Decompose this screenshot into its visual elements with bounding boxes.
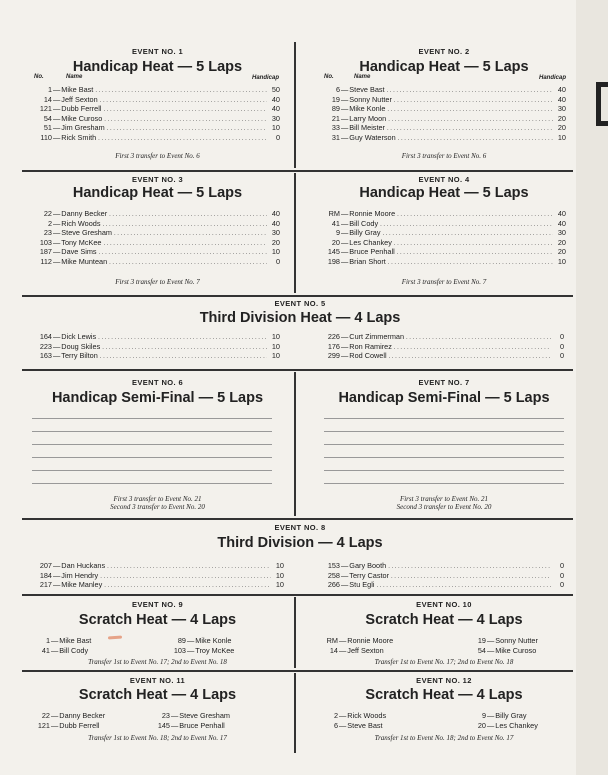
rider-name: Bill Cody: [59, 645, 89, 655]
rider-name: Dave Sims: [61, 247, 97, 256]
rider-row: 1 — Mike Bast ..... 50: [30, 85, 280, 95]
entry-line: [324, 431, 564, 432]
rider-number: 23: [43, 228, 52, 237]
rider-row: 41 — Bill Cody ..... 40: [318, 219, 566, 229]
rider-row: 2 — Rich Woods ..... 40: [30, 219, 280, 229]
rider-row: 163 — Terry Bilton ..... 10: [30, 351, 280, 361]
rider-number: 89: [331, 104, 340, 113]
rider-handicap: 40: [557, 85, 566, 94]
event-title: Scratch Heat — 4 Laps: [78, 612, 237, 628]
entry-line: [32, 470, 272, 471]
rider-number: 103: [39, 237, 52, 247]
event-4: [318, 172, 570, 294]
rider-name: Steve Bast: [347, 720, 383, 730]
rider-row: 19 — Sonny Nutter ..... 40: [318, 95, 566, 105]
entry-line: [324, 444, 564, 445]
rider-number: 110: [40, 132, 52, 142]
rider-handicap: 10: [275, 580, 284, 589]
rider-row: 223 — Doug Skiles ..... 10: [30, 342, 280, 352]
event-title: Handicap Heat — 5 Laps: [72, 185, 243, 201]
rider-number: 51: [43, 123, 52, 132]
rider-row: 89 — Mike Konle ..... 30: [318, 104, 566, 114]
rider-handicap: 50: [271, 85, 280, 94]
rider-name: Rick Woods: [347, 711, 387, 720]
rider-number: 22: [41, 711, 50, 720]
rider-number: 164: [39, 332, 52, 341]
transfer-note: Second 3 transfer to Event No. 20: [110, 503, 205, 511]
rider-handicap: 0: [559, 570, 564, 580]
event-8: [30, 520, 570, 592]
rider-name: Gary Booth: [349, 561, 387, 570]
rider-name: Bruce Penhall: [349, 247, 395, 256]
rider-list: [318, 561, 564, 590]
rider-row: 266 — Stu Egli ..... 0: [318, 580, 564, 590]
entry-line: [32, 457, 272, 458]
rider-handicap: 30: [557, 104, 566, 113]
rider-name: Jeff Sexton: [61, 94, 98, 104]
rider-number: 103: [173, 645, 186, 655]
rider-name: Brian Short: [349, 256, 386, 266]
rider-handicap: 40: [271, 94, 280, 104]
transfer-note: First 3 transfer to Event No. 21: [113, 495, 202, 503]
rider-list: [30, 332, 280, 361]
rider-row: 187 — Dave Sims ..... 10: [30, 247, 280, 257]
rider-number: 266: [327, 580, 340, 589]
rider-handicap: 30: [271, 113, 280, 123]
col-header-handicap: Handicap: [538, 75, 566, 81]
rider-handicap: 40: [557, 209, 566, 218]
event-number: EVENT NO. 3: [131, 175, 184, 184]
rider-name: Steve Gresham: [61, 228, 112, 237]
rider-name: Jim Hendry: [61, 570, 99, 580]
rider-name: Jim Gresham: [61, 123, 105, 132]
event-title: Scratch Heat — 4 Laps: [365, 687, 523, 703]
entry-line: [32, 483, 272, 484]
col-header-no: No.: [34, 74, 44, 80]
rider-number: 19: [331, 94, 340, 104]
rider-number: 41: [331, 218, 340, 228]
rider-number: 226: [327, 332, 340, 341]
col-header-name: Name: [66, 74, 83, 80]
rider-name: Terry Castor: [349, 570, 390, 580]
rider-name: Rick Smith: [61, 132, 97, 142]
rider-number: 2: [333, 711, 338, 720]
rider-handicap: 10: [557, 256, 566, 266]
rider-number: 2: [47, 218, 52, 228]
rider-number: 176: [327, 341, 340, 351]
rider-row: 217 — Mike Manley ..... 10: [30, 580, 284, 590]
event-number: EVENT NO. 11: [129, 676, 186, 685]
event-number: EVENT NO. 5: [274, 299, 326, 308]
rider-entry: 54 — Mike Curoso: [466, 646, 538, 656]
event-5: [30, 297, 570, 367]
event-number: EVENT NO. 12: [416, 676, 472, 685]
rider-number: 145: [157, 720, 170, 730]
event-7: [318, 371, 570, 516]
rider-number: 33: [331, 123, 340, 132]
rider-name: Doug Skiles: [61, 341, 101, 351]
rider-number: 1: [47, 85, 52, 94]
rider-number: 198: [327, 256, 340, 266]
rider-entry: 145 — Bruce Penhall: [150, 721, 230, 731]
rider-row: 110 — Rick Smith ..... 0: [30, 133, 280, 143]
rider-row: 121 — Dubb Ferrell ..... 40: [30, 104, 280, 114]
rider-name: Dan Huckans: [61, 561, 106, 570]
rider-handicap: 10: [271, 351, 280, 360]
rider-list: [318, 332, 564, 361]
event-10: [318, 596, 570, 668]
rider-name: Mike Bast: [59, 636, 92, 645]
rider-handicap: 10: [275, 561, 284, 570]
rider-name: Tony McKee: [61, 237, 102, 247]
rider-name: Mike Konle: [195, 636, 232, 645]
rider-row: 9 — Billy Gray ..... 30: [318, 228, 566, 238]
rider-entry: 6 — Steve Bast: [318, 721, 386, 731]
col-header-name: Name: [354, 74, 371, 80]
rider-entry: 89 — Mike Konle: [166, 636, 234, 646]
rider-entry: 121 — Dubb Ferrell: [30, 721, 105, 731]
event-number: EVENT NO. 1: [131, 47, 184, 56]
rider-entry: 103 — Troy McKee: [166, 646, 234, 656]
transfer-note: First 3 transfer to Event No. 21: [399, 495, 489, 503]
event-12: [318, 672, 570, 752]
col-header-handicap: Handicap: [251, 75, 279, 81]
transfer-note: Transfer 1st to Event No. 17; 2nd to Event No. 18: [88, 658, 227, 666]
rider-name: Danny Becker: [61, 209, 108, 218]
event-1: [30, 44, 285, 168]
rider-number: 23: [161, 711, 170, 720]
rider-name: Rod Cowell: [349, 351, 387, 360]
rider-number: 217: [39, 580, 52, 589]
rider-row: 22 — Danny Becker ..... 40: [30, 209, 280, 219]
rider-row: 112 — Mike Muntean ..... 0: [30, 257, 280, 267]
rider-handicap: 30: [557, 228, 566, 237]
event-3: [30, 172, 285, 294]
column-divider: [294, 673, 296, 753]
rider-handicap: 30: [271, 228, 280, 237]
rider-row: 103 — Tony McKee ..... 20: [30, 238, 280, 248]
rider-number: 145: [327, 247, 340, 256]
rider-handicap: 10: [271, 247, 280, 256]
rider-name: Sonny Nutter: [495, 636, 538, 645]
rider-row: 14 — Jeff Sexton ..... 40: [30, 95, 280, 105]
rider-name: Dubb Ferrell: [61, 104, 102, 113]
rider-handicap: 20: [557, 247, 566, 256]
rider-handicap: 20: [271, 237, 280, 247]
rider-name: Dick Lewis: [61, 332, 97, 341]
rider-row: 54 — Mike Curoso ..... 30: [30, 114, 280, 124]
rider-number: 14: [43, 94, 52, 104]
rider-list: [30, 636, 91, 655]
rider-entry: 1 — Mike Bast: [30, 636, 91, 646]
rider-name: Billy Gray: [349, 228, 381, 237]
rider-number: 299: [327, 351, 340, 360]
rider-number: 112: [40, 256, 52, 266]
rider-row: 198 — Brian Short ..... 10: [318, 257, 566, 267]
rider-entry: 14 — Jeff Sexton: [318, 646, 393, 656]
rider-number: 9: [481, 711, 486, 720]
rider-handicap: 40: [557, 218, 566, 228]
rider-entry: 41 — Bill Cody: [30, 646, 91, 656]
rider-row: 21 — Larry Moon ..... 20: [318, 114, 566, 124]
rider-name: Bill Meister: [349, 123, 385, 132]
event-2: [318, 44, 570, 168]
rider-number: 207: [39, 561, 52, 570]
rider-number: 6: [335, 85, 340, 94]
rider-name: Bill Cody: [349, 218, 379, 228]
event-title: Handicap Heat — 5 Laps: [359, 185, 529, 201]
rider-number: 258: [327, 570, 340, 580]
transfer-note: Transfer 1st to Event No. 18; 2nd to Event No. 17: [88, 734, 227, 742]
rider-list: [30, 711, 105, 730]
column-divider: [294, 42, 296, 168]
event-number: EVENT NO. 9: [131, 600, 184, 609]
rider-name: Bruce Penhall: [179, 720, 225, 730]
rider-name: Danny Becker: [59, 711, 106, 720]
transfer-note: First 3 transfer to Event No. 7: [115, 278, 200, 286]
event-number: EVENT NO. 7: [418, 378, 470, 387]
rider-list: [166, 636, 234, 655]
rider-handicap: 0: [559, 332, 564, 341]
rider-name: Mike Curoso: [495, 645, 537, 655]
event-title: Handicap Heat — 5 Laps: [72, 59, 243, 75]
rider-name: Ronnie Moore: [349, 209, 396, 218]
rider-row: 6 — Steve Bast ..... 40: [318, 85, 566, 95]
rider-handicap: 0: [559, 341, 564, 351]
rider-handicap: 0: [275, 132, 280, 142]
rider-handicap: 0: [559, 351, 564, 360]
rider-number: 163: [39, 351, 52, 360]
rider-number: 89: [177, 636, 186, 645]
rider-name: Les Chankey: [349, 237, 392, 247]
rider-name: Stu Egli: [349, 580, 375, 589]
column-divider: [294, 372, 296, 516]
rider-number: 153: [327, 561, 340, 570]
rider-name: Mike Konle: [349, 104, 386, 113]
rider-row: 153 — Gary Booth ..... 0: [318, 561, 564, 571]
rider-name: Les Chankey: [495, 720, 538, 730]
rider-number: 187: [39, 247, 52, 256]
rider-name: Guy Waterson: [349, 132, 396, 142]
rider-row: 20 — Les Chankey ..... 20: [318, 238, 566, 248]
rider-list: [318, 209, 566, 266]
rider-number: 184: [39, 570, 52, 580]
rider-handicap: 10: [271, 341, 280, 351]
rider-number: 14: [329, 645, 338, 655]
event-title: Handicap Semi-Final — 5 Laps: [51, 390, 264, 406]
rider-list: [318, 636, 393, 655]
rider-entry: RM — Ronnie Moore: [318, 636, 393, 646]
facing-page-letter: [596, 82, 608, 126]
rider-name: Troy McKee: [195, 645, 235, 655]
rider-number: 223: [39, 341, 52, 351]
rider-entry: 9 — Billy Gray: [466, 711, 538, 721]
event-number: EVENT NO. 6: [131, 378, 184, 387]
rider-name: Larry Moon: [349, 113, 387, 123]
rider-handicap: 0: [559, 580, 564, 589]
rider-handicap: 10: [271, 332, 280, 341]
event-11: [30, 672, 285, 752]
event-number: EVENT NO. 8: [274, 523, 326, 532]
entry-line: [324, 470, 564, 471]
rider-list: [30, 85, 280, 142]
rider-name: Terry Bilton: [61, 351, 98, 360]
rider-row: 33 — Bill Meister ..... 20: [318, 123, 566, 133]
rider-handicap: 40: [557, 94, 566, 104]
event-title: Scratch Heat — 4 Laps: [365, 612, 523, 628]
rider-row: 184 — Jim Hendry ..... 10: [30, 571, 284, 581]
rider-name: Dubb Ferrell: [59, 720, 100, 730]
rider-number: 1: [45, 636, 50, 645]
event-9: [30, 596, 285, 668]
rider-row: 31 — Guy Waterson ..... 10: [318, 133, 566, 143]
rider-entry: 23 — Steve Gresham: [150, 711, 230, 721]
rider-row: 226 — Curt Zimmerman ..... 0: [318, 332, 564, 342]
rider-name: Rich Woods: [61, 218, 101, 228]
rider-name: Steve Gresham: [179, 711, 230, 720]
event-title: Third Division — 4 Laps: [217, 535, 383, 551]
event-title: Handicap Semi-Final — 5 Laps: [338, 390, 550, 406]
rider-list: [466, 711, 538, 730]
rider-number: 121: [39, 104, 52, 113]
rider-name: Steve Bast: [349, 85, 385, 94]
col-header-no: No.: [324, 74, 334, 80]
entry-line: [324, 418, 564, 419]
rider-entry: 2 — Rick Woods: [318, 711, 386, 721]
rider-row: 145 — Bruce Penhall ..... 20: [318, 247, 566, 257]
entry-line: [324, 457, 564, 458]
rider-handicap: 10: [275, 570, 284, 580]
event-number: EVENT NO. 2: [418, 47, 470, 56]
rider-name: Ronnie Moore: [347, 636, 394, 645]
entry-line: [324, 483, 564, 484]
event-number: EVENT NO. 10: [416, 600, 472, 609]
rider-number: RM: [328, 209, 340, 218]
rider-number: 54: [477, 645, 486, 655]
rider-name: Mike Bast: [61, 85, 94, 94]
rider-row: 23 — Steve Gresham ..... 30: [30, 228, 280, 238]
rider-number: 20: [331, 237, 340, 247]
rider-list: [318, 85, 566, 142]
rider-handicap: 0: [559, 561, 564, 570]
event-title: Handicap Heat — 5 Laps: [359, 59, 529, 75]
rider-name: Ron Ramirez: [349, 341, 392, 351]
rider-number: 20: [477, 720, 486, 730]
rider-name: Mike Manley: [61, 580, 103, 589]
rider-number: 22: [43, 209, 52, 218]
rider-row: 176 — Ron Ramirez ..... 0: [318, 342, 564, 352]
transfer-note: Transfer 1st to Event No. 17; 2nd to Event No. 18: [374, 658, 514, 666]
rider-row: 207 — Dan Huckans ..... 10: [30, 561, 284, 571]
rider-number: 6: [333, 720, 338, 730]
rider-row: 258 — Terry Castor ..... 0: [318, 571, 564, 581]
rider-handicap: 20: [557, 237, 566, 247]
rider-row: 51 — Jim Gresham ..... 10: [30, 123, 280, 133]
rider-number: 31: [331, 132, 340, 142]
event-title: Scratch Heat — 4 Laps: [78, 687, 237, 703]
transfer-note: Second 3 transfer to Event No. 20: [396, 503, 492, 511]
column-divider: [294, 597, 296, 668]
rider-handicap: 40: [271, 218, 280, 228]
event-6: [30, 371, 285, 516]
rider-row: RM — Ronnie Moore ..... 40: [318, 209, 566, 219]
event-number: EVENT NO. 4: [418, 175, 470, 184]
rider-name: Sonny Nutter: [349, 94, 392, 104]
entry-line: [32, 431, 272, 432]
rider-entry: 22 — Danny Becker: [30, 711, 105, 721]
rider-row: 164 — Dick Lewis ..... 10: [30, 332, 280, 342]
event-title: Third Division Heat — 4 Laps: [199, 310, 401, 326]
rider-name: Jeff Sexton: [347, 645, 384, 655]
rider-entry: 19 — Sonny Nutter: [466, 636, 538, 646]
column-divider: [294, 173, 296, 293]
entry-line: [32, 418, 272, 419]
rider-list: [466, 636, 538, 655]
rider-number: 121: [37, 720, 50, 730]
rider-number: 54: [43, 113, 52, 123]
rider-number: 41: [41, 645, 50, 655]
rider-name: Mike Curoso: [61, 113, 103, 123]
transfer-note: First 3 transfer to Event No. 6: [401, 152, 487, 160]
rider-list: [150, 711, 230, 730]
rider-number: 21: [331, 113, 340, 123]
rider-number: 9: [335, 228, 340, 237]
rider-number: RM: [326, 636, 338, 645]
rider-name: Curt Zimmerman: [349, 332, 405, 341]
rider-row: 299 — Rod Cowell ..... 0: [318, 351, 564, 361]
rider-handicap: 20: [557, 123, 566, 132]
rider-number: 19: [477, 636, 486, 645]
transfer-note: First 3 transfer to Event No. 6: [115, 152, 200, 160]
rider-list: [318, 711, 386, 730]
rider-list: [30, 209, 280, 266]
rider-handicap: 40: [271, 104, 280, 113]
rider-handicap: 40: [271, 209, 280, 218]
rider-handicap: 10: [271, 123, 280, 132]
transfer-note: Transfer 1st to Event No. 18; 2nd to Event No. 17: [374, 734, 514, 742]
rider-handicap: 10: [557, 132, 566, 142]
rider-name: Mike Muntean: [61, 256, 108, 266]
entry-line: [32, 444, 272, 445]
rider-handicap: 0: [275, 256, 280, 266]
rider-entry: 20 — Les Chankey: [466, 721, 538, 731]
rider-name: Billy Gray: [495, 711, 527, 720]
rider-handicap: 20: [557, 113, 566, 123]
rider-list: [30, 561, 284, 590]
transfer-note: First 3 transfer to Event No. 7: [401, 278, 487, 286]
